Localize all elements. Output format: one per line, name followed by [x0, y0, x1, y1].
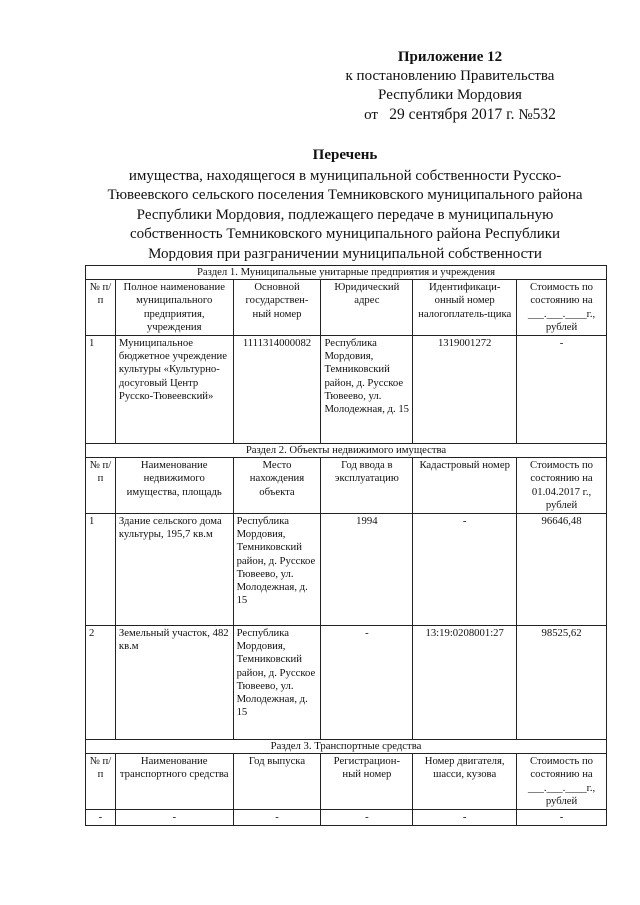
section-3-title-row: [86, 740, 607, 754]
date-value: 29 сентября 2017 г.: [389, 106, 515, 123]
appendix-title: Приложение 12: [397, 49, 503, 65]
table-row: [86, 626, 607, 740]
section-3-title: Раздел 3. Транспортные средства: [86, 740, 607, 754]
s2-r2-cost: 98525,62: [517, 626, 607, 740]
s1-header-ogrn: Основной государствен-ный номер: [233, 280, 321, 336]
table-row: [86, 514, 607, 626]
s2-r2-location: Республика Мордовия, Темниковский район, д. Русское Тювеево, ул. Молодежная, д. 15: [233, 626, 321, 740]
s2-r1-num: 1: [86, 514, 116, 626]
s3-cell-year: -: [233, 810, 321, 826]
s3-cell-engine: -: [413, 810, 517, 826]
s1-header-cost: Стоимость по состоянию на ___.___.____г., рублей: [517, 280, 607, 336]
title-line-1: имущества, находящегося в муниципальной собственности Русско-: [128, 167, 562, 184]
s2-header-num: № п/п: [86, 458, 116, 514]
section-1-title-row: [86, 266, 607, 280]
s3-cell-name: -: [115, 810, 233, 826]
section-1-header-row: [86, 280, 607, 336]
document-title: [95, 146, 595, 264]
date-prefix: от: [364, 107, 378, 123]
appendix-date-line: [310, 105, 610, 125]
section-3-header-row: [86, 754, 607, 810]
s2-header-cadastral: Кадастровый номер: [413, 458, 517, 514]
s1-header-address: Юридический адрес: [321, 280, 413, 336]
s2-r1-year: 1994: [321, 514, 413, 626]
table-row: [86, 336, 607, 444]
appendix-line-1: к постановлению Правительства: [345, 68, 555, 84]
s1-cell-address: Республика Мордовия, Темниковский район, д. Русское Тювеево, ул. Молодежная, д. 15: [321, 336, 413, 444]
s2-r2-name: Земельный участок, 482 кв.м: [115, 626, 233, 740]
table-row: [86, 810, 607, 826]
title-line-3: Республики Мордовия, подлежащего передаче в муниципальную: [136, 206, 554, 223]
title-line-5: Мордовия при разграничении муниципальной собственности: [148, 245, 542, 262]
s2-r2-year: -: [321, 626, 413, 740]
s2-header-year: Год ввода в эксплуатацию: [321, 458, 413, 514]
s1-header-name: Полное наименование муниципального предприятия, учреждения: [115, 280, 233, 336]
appendix-line-2: Республики Мордовия: [378, 87, 522, 103]
appendix-header: [300, 48, 600, 125]
s2-r1-cadastral: -: [413, 514, 517, 626]
s3-header-engine: Номер двигателя, шасси, кузова: [413, 754, 517, 810]
s3-header-cost: Стоимость по состоянию на ___.___.____г., рублей: [517, 754, 607, 810]
s1-header-num: № п/п: [86, 280, 116, 336]
s3-header-name: Наименование транспортного средства: [115, 754, 233, 810]
section-2-header-row: [86, 458, 607, 514]
s2-r2-cadastral: 13:19:0208001:27: [413, 626, 517, 740]
title-line-2: Тювеевского сельского поселения Темниковского муниципального района: [107, 187, 583, 203]
s1-cell-ogrn: 1111314000082: [233, 336, 321, 444]
s1-cell-name: Муниципальное бюджетное учреждение культуры «Культурно-досуговый Центр Русско-Тювеевский»: [115, 336, 233, 444]
s2-r1-name: Здание сельского дома культуры, 195,7 кв.м: [115, 514, 233, 626]
section-1-title: Раздел 1. Муниципальные унитарные предприятия и учреждения: [86, 266, 607, 280]
number-value: 532: [532, 106, 556, 123]
property-table: [85, 265, 607, 826]
section-2-title-row: [86, 444, 607, 458]
s3-header-year: Год выпуска: [233, 754, 321, 810]
s3-header-num: № п/п: [86, 754, 116, 810]
s2-header-name: Наименование недвижимого имущества, площадь: [115, 458, 233, 514]
section-2-title: Раздел 2. Объекты недвижимого имущества: [86, 444, 607, 458]
s2-r1-location: Республика Мордовия, Темниковский район, д. Русское Тювеево, ул. Молодежная, д. 15: [233, 514, 321, 626]
s3-header-reg: Регистрацион-ный номер: [321, 754, 413, 810]
s1-cell-inn: 1319001272: [413, 336, 517, 444]
s2-header-cost: Стоимость по состоянию на 01.04.2017 г., рублей: [517, 458, 607, 514]
title-line-4: собственность Темниковского муниципального района Республики: [129, 226, 561, 242]
s1-header-inn: Идентификаци-онный номер налогоплатель-щика: [413, 280, 517, 336]
title-heading: Перечень: [312, 147, 378, 163]
s2-r1-cost: 96646,48: [517, 514, 607, 626]
s3-cell-reg: -: [321, 810, 413, 826]
s1-cell-num: 1: [86, 336, 116, 444]
s3-cell-num: -: [86, 810, 116, 826]
s2-header-location: Место нахождения объекта: [233, 458, 321, 514]
number-prefix: №: [518, 107, 533, 123]
s3-cell-cost: -: [517, 810, 607, 826]
s2-r2-num: 2: [86, 626, 116, 740]
s1-cell-cost: -: [517, 336, 607, 444]
